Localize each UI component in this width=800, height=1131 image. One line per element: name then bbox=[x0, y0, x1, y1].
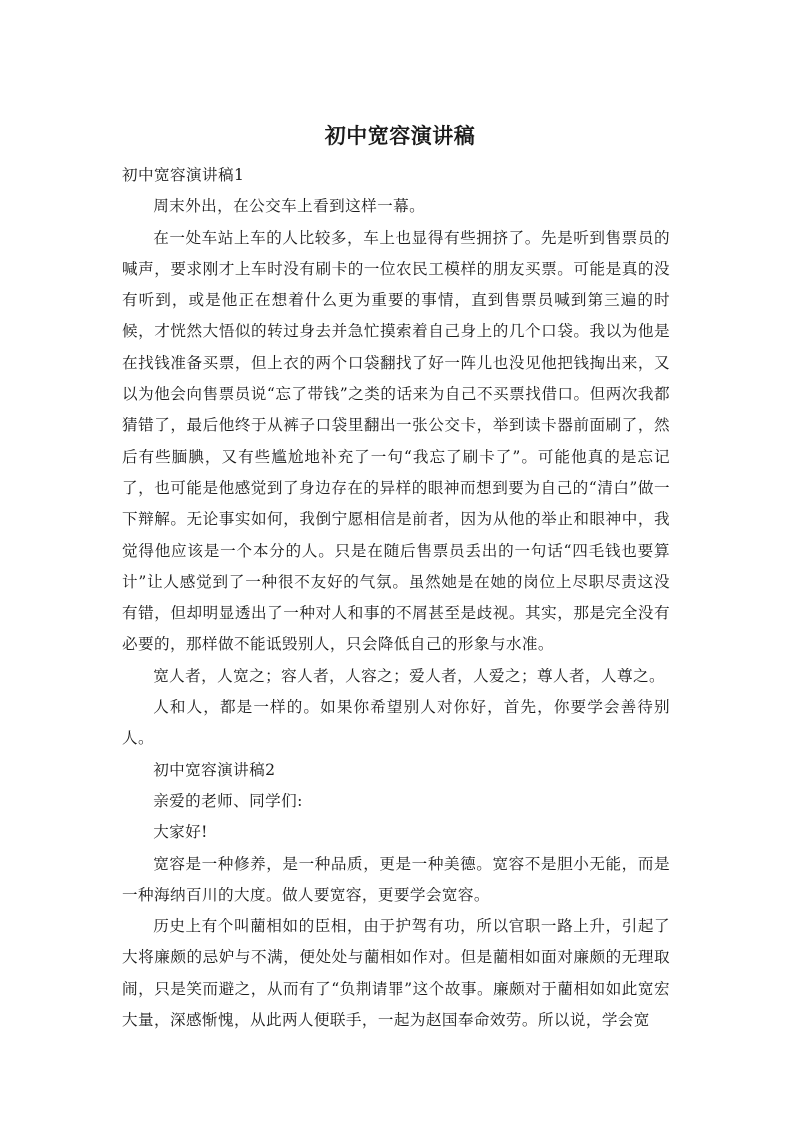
paragraph: 宽容是一种修养，是一种品质，更是一种美德。宽容不是胆小无能，而是一种海纳百川的大度。做人要宽容，更要学会宽容。 bbox=[122, 854, 670, 904]
paragraph: 在一处车站上车的人比较多，车上也显得有些拥挤了。先是听到售票员的喊声，要求刚才上车时没有刷卡的一位农民工模样的朋友买票。可能是真的没有听到，或是他正在想着什么更为重要的事情，直到售票员喊到第三遍的时候，才恍然大悟似的转过身去并急忙摸索着自己身上的几个口袋。我以为他是在找钱准备买票，但上衣的两个口袋翻找了好一阵儿也没见他把钱掏出来，又以为他会向售票员说“忘了带钱”之类的话来为自己不买票找借口。但两次我都猜错了，最后他终于从裤子口袋里翻出一张公交卡，举到读卡器前面刷了，然后有些腼腆，又有些尴尬地补充了一句“我忘了刷卡了”。可能他真的是忘记了，也可能是他感觉到了身边存在的异样的眼神而想到要为自己的“清白”做一下辩解。无论事实如何，我倒宁愿相信是前者，因为从他的举止和眼神中，我觉得他应该是一个本分的人。只是在随后售票员丢出的一句话“四毛钱也要算计”让人感觉到了一种很不友好的气氛。虽然她是在她的岗位上尽职尽责这没有错，但却明显透出了一种对人和事的不屑甚至是歧视。其实，那是完全没有必要的，那样做不能诋毁别人，只会降低自己的形象与水准。 bbox=[122, 228, 670, 654]
paragraph: 初中宽容演讲稿1 bbox=[122, 166, 245, 184]
paragraph: 人和人，都是一样的。如果你希望别人对你好，首先，你要学会善待别人。 bbox=[122, 698, 670, 748]
paragraph: 历史上有个叫藺相如的臣相，由于护驾有功，所以官职一路上升，引起了大将廉颇的忌妒与不满，便处处与藺相如作对。但是藺相如面对廉颇的无理取闹，只是笑而避之，从而有了“负荆请罪”这个故事。廉颇对于藺相如如此宽宏大量，深感惭愧，从此两人便联手，一起为赵国奉命效劳。所以说，学会宽 bbox=[122, 917, 670, 1030]
document-title: 初中宽容演讲稿 bbox=[324, 124, 476, 148]
paragraph: 初中宽容演讲稿2 bbox=[153, 760, 276, 779]
paragraph: 亲爱的老师、同学们: bbox=[153, 791, 303, 810]
paragraph: 宽人者，人宽之；容人者，人容之；爱人者，人爱之；尊人者，人尊之。 bbox=[153, 666, 665, 685]
paragraph: 周末外出，在公交车上看到这样一幕。 bbox=[153, 197, 426, 216]
paragraph: 大家好! bbox=[153, 823, 208, 842]
document-body bbox=[122, 160, 670, 1036]
